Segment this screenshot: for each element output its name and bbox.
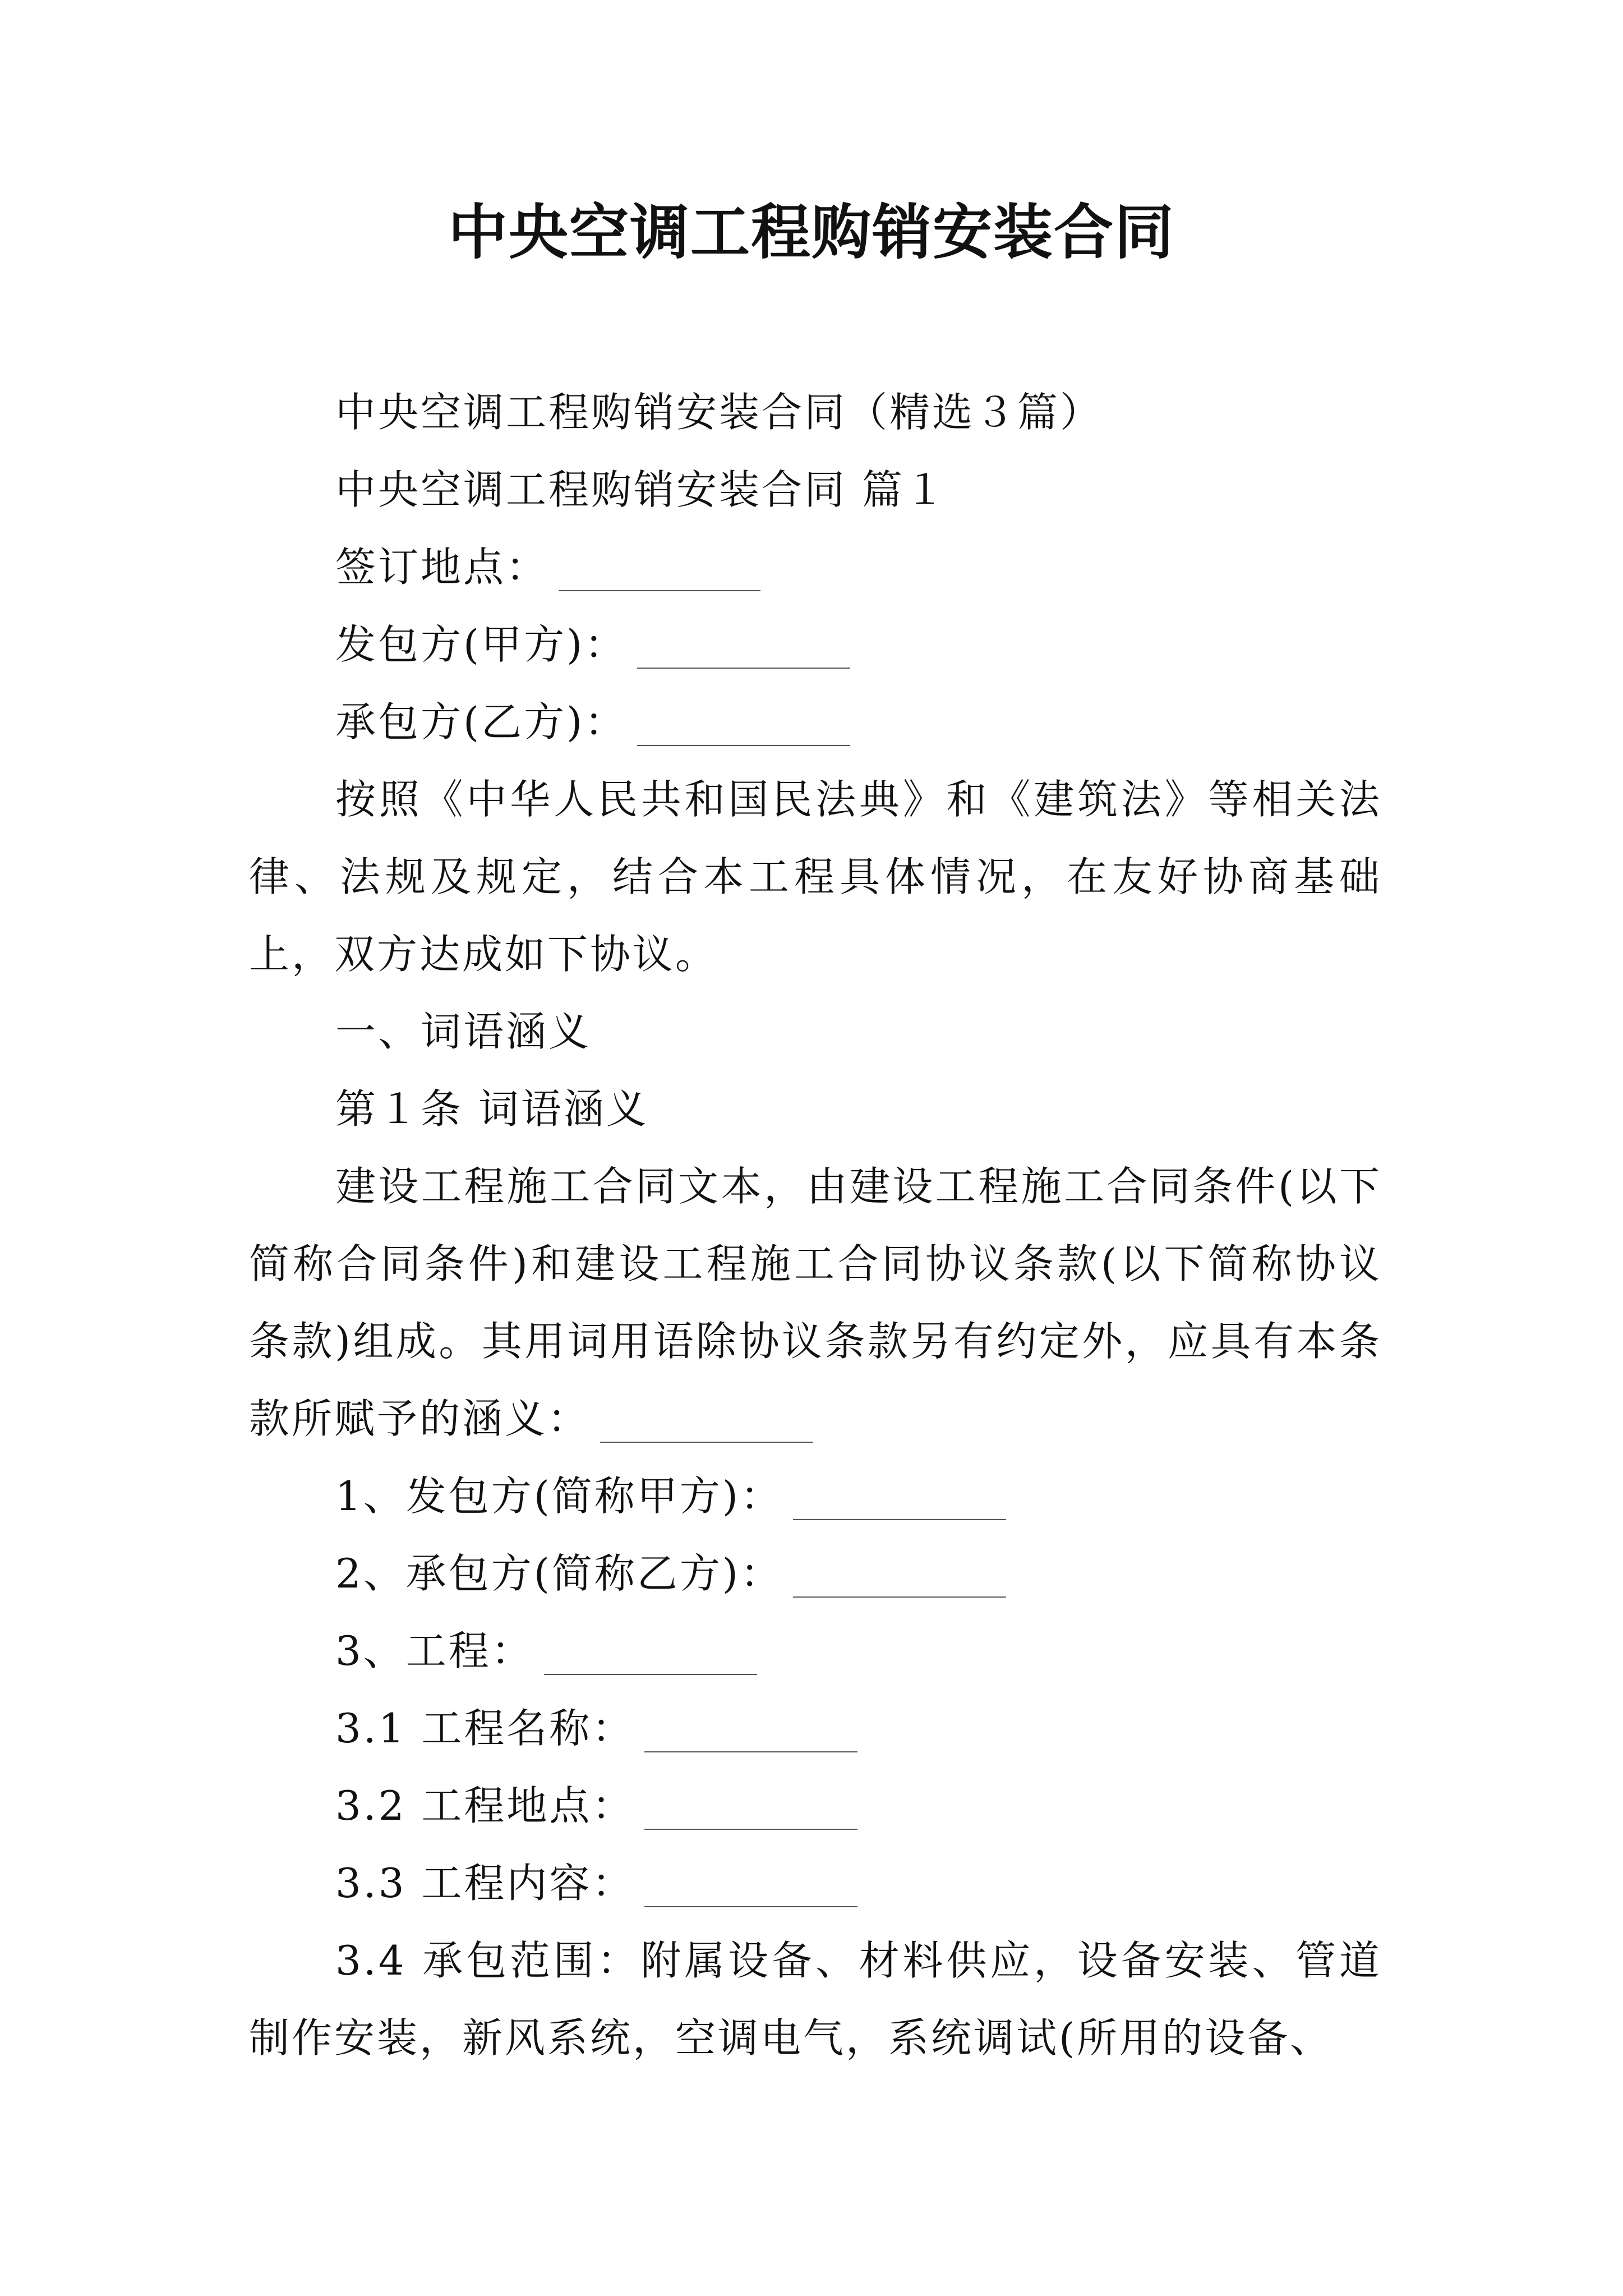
item-3-1-blank — [644, 1749, 857, 1752]
item-3-2-label: 3.2 工程地点： — [335, 1782, 635, 1829]
definition-paragraph — [249, 1148, 1382, 1457]
party-b-blank — [637, 743, 850, 746]
item-3-blank — [544, 1672, 757, 1675]
party-b-line — [249, 683, 1382, 761]
item-2-line — [249, 1535, 1382, 1612]
item-3-3-blank — [644, 1904, 857, 1907]
sign-place-label: 签订地点： — [335, 544, 549, 591]
item-3-1-line — [249, 1690, 1382, 1767]
sign-place-blank — [559, 588, 760, 591]
item-1-label: 1、发包方(简称甲方)： — [335, 1473, 783, 1520]
item-1-blank — [793, 1517, 1006, 1520]
item-3-label: 3、工程： — [335, 1627, 534, 1674]
definition-blank — [600, 1439, 813, 1443]
document-title: 中央空调工程购销安装合同 — [448, 198, 1175, 267]
intro-paragraph: 按照《中华人民共和国民法典》和《建筑法》等相关法律、法规及规定，结合本工程具体情况，在友好协商基础上，双方达成如下协议。 — [249, 776, 1382, 978]
part-heading-text: 中央空调工程购销安装合同 篇１ — [335, 466, 947, 513]
item-1-line — [249, 1457, 1382, 1535]
item-3-3-label: 3.3 工程内容： — [335, 1860, 635, 1907]
party-a-label: 发包方(甲方)： — [335, 621, 628, 668]
definition-text: 建设工程施工合同文本，由建设工程施工合同条件(以下简称合同条件)和建设工程施工合同协议条款(以下简称协议条款)组成。其用词用语除协议条款另有约定外，应具有本条款所赋予的涵义： — [249, 1163, 1382, 1442]
subtitle-text: 中央空调工程购销安装合同（精选３篇） — [335, 389, 1103, 436]
party-a-blank — [637, 665, 850, 669]
item-3-line — [249, 1612, 1382, 1690]
item-3-4-paragraph: 3.4 承包范围：附属设备、材料供应，设备安装、管道制作安装，新风系统，空调电气，系统调试(所用的设备、 — [249, 1937, 1382, 2062]
item-3-3-line — [249, 1844, 1382, 1922]
item-3-1-label: 3.1 工程名称： — [335, 1705, 635, 1752]
part-heading — [249, 451, 1382, 528]
party-a-line — [249, 606, 1382, 683]
item-3-2-line — [249, 1767, 1382, 1844]
subtitle-line — [249, 374, 1382, 451]
item-2-label: 2、承包方(简称乙方)： — [335, 1550, 783, 1597]
item-3-2-blank — [644, 1826, 857, 1830]
article-heading-1: 第１条 词语涵义 — [335, 1085, 649, 1133]
item-2-blank — [793, 1594, 1006, 1598]
sign-place-line — [249, 528, 1382, 606]
document-body — [249, 374, 1382, 2077]
section-heading-1: 一、词语涵义 — [335, 1008, 592, 1055]
party-b-label: 承包方(乙方)： — [335, 698, 628, 746]
